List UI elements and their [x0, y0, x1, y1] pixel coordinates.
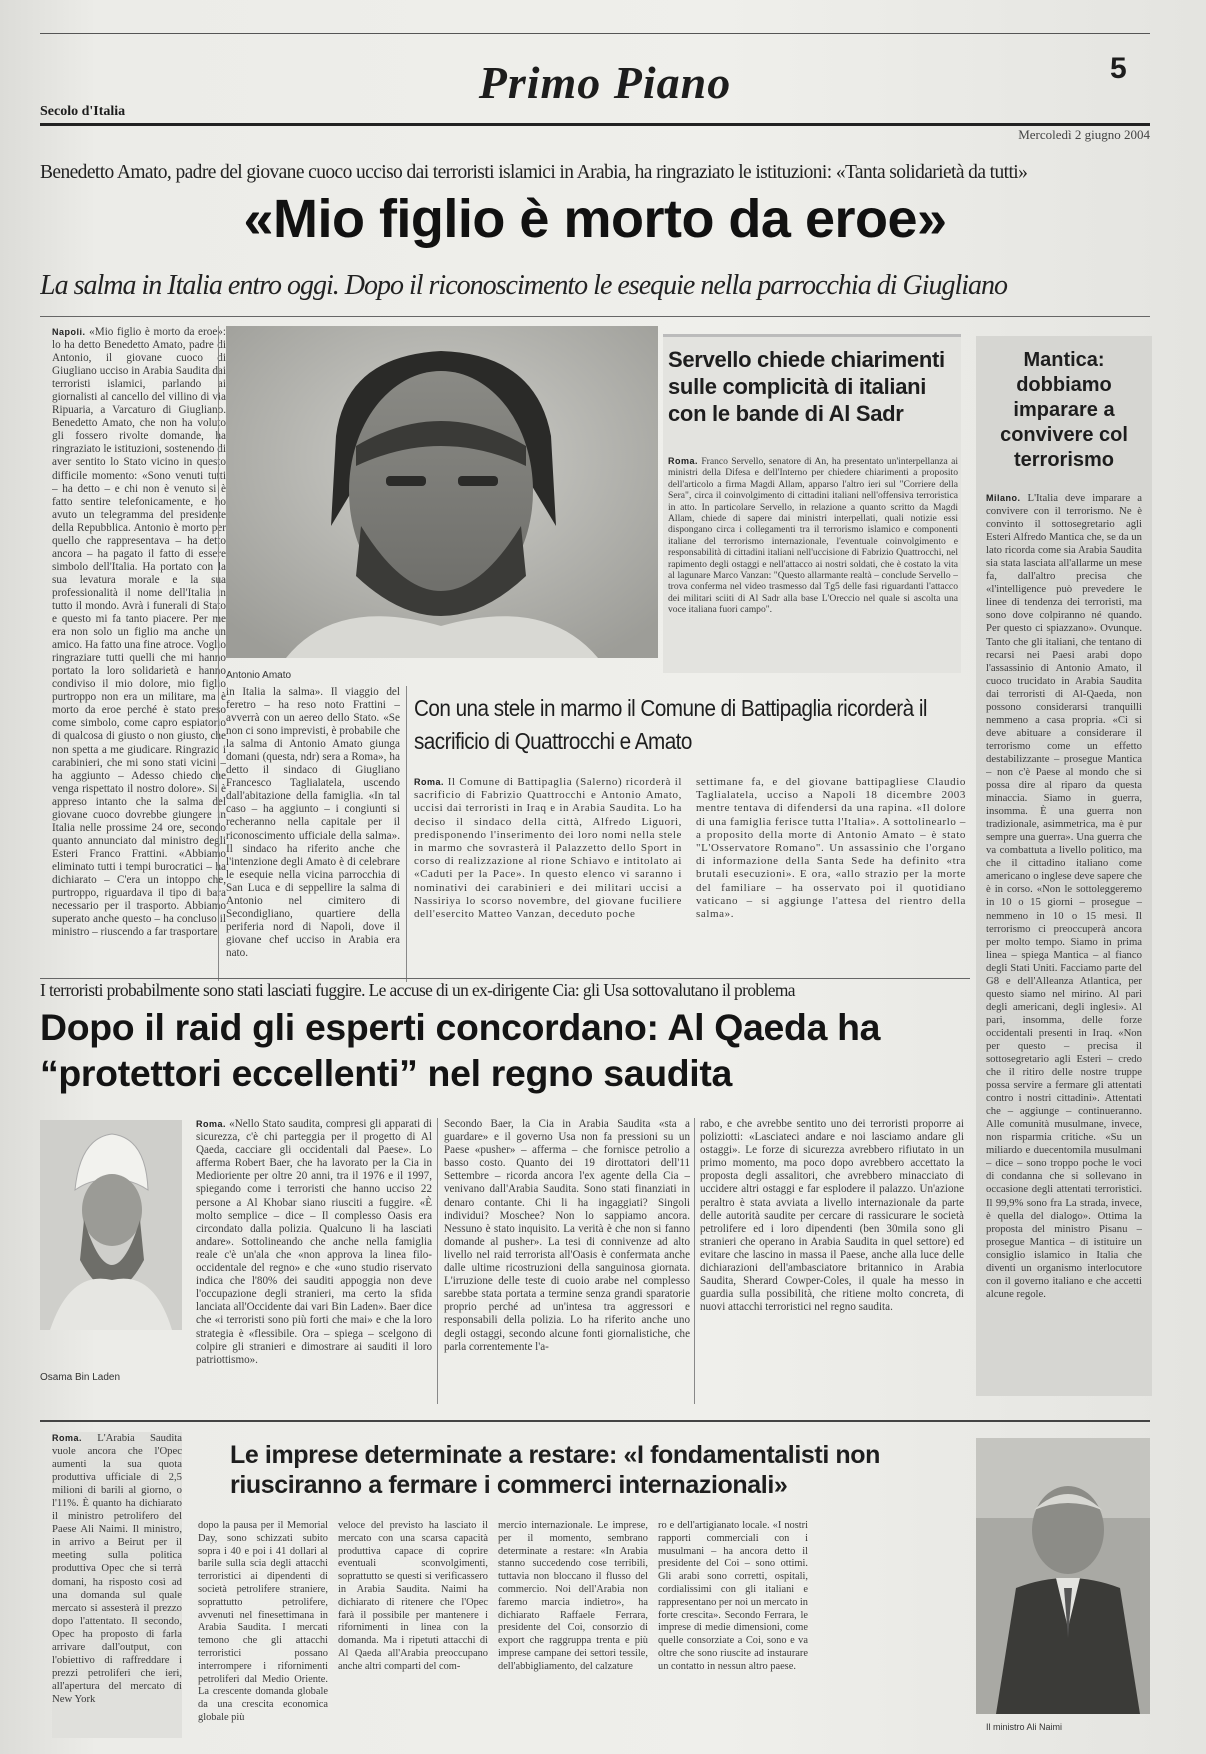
article-text: dopo la pausa per il Memorial Day, sono schizzati subito sopra i 40 e poi i 41 dollari al barile sulla scia degli attacchi terroristici ai dipendenti di società petrolifere straniere, soprattutto petrolifere, avvenuti nel finesettimana in Arabia Saudita. I mercati temono che gli attacchi terroristici possano interrompere i rifornimenti petroliferi dal Medio Oriente. La crescente domanda globale da una crescita economica globale più	[198, 1520, 328, 1723]
article-text: Il Comune di Battipaglia (Salerno) ricorderà il sacrificio di Fabrizio Quattrocchi e Antonio Amato, uccisi dai terroristi in Iraq e in Arabia Saudita. Lo ha deciso il sindaco della città, Alfredo Liguori, predisponendo l'inserimento dei loro nomi nella stele in marmo che sovrasterà il Palazzetto dello Sport in corso di realizzazione al rione Schiavo e intitolato ai «Caduti per la Pace». In questo elenco vi saranno i nominativi dei carabinieri e dei militari uccisi a Nassiriya lo scorso novembre, del giovane fuciliere dell'esercito Matteo Vanzan, deceduto poche	[414, 776, 682, 921]
top-rule	[40, 33, 1150, 34]
naimi-photo	[976, 1438, 1150, 1714]
servello-text	[668, 456, 958, 662]
dateline: Roma.	[52, 1433, 83, 1443]
masthead-rule	[40, 123, 1150, 126]
portrait-caption: Antonio Amato	[226, 670, 292, 681]
main-column-1	[52, 326, 226, 982]
servello-headline: Servello chiede chiarimenti sulle complicità di italiani con le bande di Al Sadr	[668, 347, 945, 426]
column-divider	[406, 686, 407, 982]
article-text: L'Italia deve imparare a convivere con il terrorismo. Ne è convinto il sottosegretario agli Esteri Alfredo Mantica che, se da un lato ricorda come sia Arabia Saudita sia stata lasciata all'allarme un mese fa, dall'altro precisa che «l'intelligence può prevedere le linee di tendenza dei terroristi, ma sono dove colpiranno né quando. Per questo ci spiazzano». Ovunque. Tanto che gli italiani, che tentano di recarsi nei Paesi arabi dopo l'assassinio di Antonio Amato, il cuoco trucidato in Arabia Saudita dai terroristi di Al-Qaeda, non possono considerarsi tranquilli nemmeno a casa propria. «Ci si deve abituare a considerare il terrorismo come un effetto destabilizzante – prosegue Mantica – non c'è Paese al mondo che si possa dire al riparo da questa minaccia. Siamo in guerra, insomma. È una guerra non tradizionale, asimmetrica, ma è pur sempre una guerra». Una guerra che va combattuta a livello politico, ma che il cittadino italiano come americano o inglese deve sapere che è in corso. «Non le sottoleggeremo in 10 o 15 giorni – prosegue – nemmeno in 10 o 15 mesi. Il terrorismo ci preoccuperà ancora per molto tempo. Siamo in prima linea – spiega Mantica – al fianco degli Stati Uniti. Facciamo parte del G8 e dell'Alleanza Atlantica, per questo siamo nel mirino. Al pari degli americani, degli inglesi». Al pari, insomma, delle forze occidentali presenti in Iraq. «Non per questo – precisa il sottosegretario agli Esteri – credo che il ritiro delle nostre truppe possa servire a fermare gli attentati contro i nostri cittadini». Attentati che – aggiunge – continueranno. Alle comunità musulmane, invece, non risparmia critiche. «Su un miliardo e duecentomila musulmani – dice – sono troppo poche le voci di condanna che si sollevano in occasione degli attentati terroristici. Il 99,9% sono fra La strada, invece, è quella del dialogo». Ottima la proposta del ministro Pisanu – prosegue Mantica – di istituire un consiglio islamico in Italia che diventi un organismo interlocutore con il governo italiano e che accetti alcune regole.	[986, 492, 1142, 1300]
dateline: Roma.	[196, 1119, 227, 1129]
column-divider	[694, 1118, 695, 1404]
main-headline: «Mio figlio è morto da eroe»	[243, 189, 947, 249]
article-text: rabo, e che avrebbe sentito uno dei terroristi proporre ai poliziotti: «Lasciateci andare e noi lasciamo andare gli ostaggi». Le forze di sicurezza avrebbero rifiutato in un primo momento, ma poco dopo avrebbero accettato la proposta degli assalitori, che avrebbero minacciato di uccidere altri ostaggi e far esplodere il palazzo. Un'azione peraltro è stata avviata a livello internazionale da parte delle autorità saudite per cercare di rassicurare le società petrolifere ed i loro dipendenti (ben 30mila sono gli stranieri che operano in Arabia Saudita in quel settore) ed evitare che lascino in massa il Paese, anche alla luce delle dichiarazioni dell'ambasciatore britannico in Arabia Saudita, Sherard Cowper-Coles, il quale ha messo in guardia sulla possibilità, che ritiene molto concreta, di nuovi attacchi terroristici nel regno saudita.	[700, 1118, 964, 1314]
dateline: Roma.	[668, 456, 699, 466]
main-kicker: Benedetto Amato, padre del giovane cuoco ucciso dai terroristi islamici in Arabia, ha ringraziato le istituzioni: «Tanta solidarietà da tutti»	[40, 162, 1028, 183]
article-text: «Mio figlio è morto da eroe»: lo ha detto Benedetto Amato, padre di Antonio, il giovane cuoco di Giugliano ucciso in Arabia Saudita dai terroristi islamici, parlando ai giornalisti al cancello del villino di via Ripuaria, a Varcaturo di Giugliano. Benedetto Amato, che non ha voluto gli fossero rivolte domande, ha ringraziato le istituzioni, sostenendo di aver sentito lo Stato vicino in questo difficile momento: «Sono venuti tutti – ha detto – e chi non è venuto si è fatto sentire telefonicamente, e ho avuto un telegramma del presidente della Repubblica. Antonio è morto per quello che rappresentava – ha detto ancora – ha pagato il fatto di essere simbolo dell'Italia. Ha portato con la sua levatura morale e la sua professionalità il nome dell'Italia in tutto il mondo. Avrà i funerali di Stato e questo mi fa tanto piacere. Per me era non solo un figlio ma anche un amico. Ha fatto una fine atroce. Voglio ringraziare tutti quelli che mi hanno portato la loro solidarietà e hanno condiviso il mio dolore, mio figlio purtroppo non era un militare, ma è morto da eroe perché è stato preso come simbolo, come capro espiatorio di qualcosa di giusto o non giusto, che non spetta a me giudicare. Ringrazio i carabinieri, che mi sono stati vicini – ha aggiunto – Adesso chiedo che venga rispettato il nostro dolore». Si è appreso intanto che la salma del giovane cuoco dovrebbe giungere in Italia nelle prossime 24 ore, secondo quanto annunciato dal ministro degli Esteri Franco Frattini. «Abbiamo eliminato tutti i tempi burocratici – ha dichiarato – C'era un intoppo che, purtroppo, riguardava il tipo di bara necessario per il trasporto. Abbiamo superato anche questo – ha concluso il ministro – riuscendo a far trasportare	[52, 326, 226, 939]
issue-date: Mercoledì 2 giugno 2004	[1018, 127, 1150, 142]
article-text: «Nello Stato saudita, compresi gli apparati di sicurezza, c'è chi parteggia per il progetto di Al Qaeda, cacciare gli occidentali dal Paese». Lo afferma Robert Baer, che ha lavorato per la Cia in Medioriente per oltre 20 anni, tra il 1976 e il 1997, spiegando come i terroristi che hanno ucciso 22 persone a Al Khobar siano riusciti a fuggire. «È molto semplice – dice – Il complesso Oasis era circondato dalla polizia. Qualcuno li ha lasciati andare». Sottolineando che anche nella famiglia reale c'è un'ala che «non approva la linea filo-occidentale del regno» e che «uno studio riservato indica che l'80% dei sauditi appoggia non deve l'occupazione degli stranieri, ma certo la sfida lanciata all'Occidente dai vari Bin Laden». Baer dice che «i terroristi sono più forti che mai» e che la loro strategia è «flessibile. Ora – spiega – scelgono di colpire gli stranieri e dimostrare ai sauditi il loro patriottismo».	[196, 1118, 432, 1366]
antonio-amato-portrait	[226, 326, 658, 658]
column-divider	[218, 326, 219, 981]
imprese-column-3	[498, 1520, 648, 1738]
imprese-column-1	[198, 1520, 328, 1738]
article-text: Secondo Baer, la Cia in Arabia Saudita «sta a guardare» e il governo Usa non fa pressioni su un Paese «pusher» – afferma – che fornisce petrolio a basso costo. Quanto dei 19 dirottatori dell'11 Settembre – ricorda ancora l'ex agente della Cia – venivano dall'Arabia Saudita. Sono stati finanziati in denaro contante. Chi li ha ingaggiati? Singoli individui? Moschee? Non lo sappiamo ancora. Nessuno è stato inquisito. La verità è che non si fanno domande al pusher». La tesi di connivenze ad alto livello nel raid terrorista all'Oasis è confermata anche dalle ultime ricostruzioni della sanguinosa giornata. L'irruzione delle teste di cuoio arabe nel complesso sarebbe stata portata a termine senza grandi sparatorie proprio perché ad un'intesa tra aggressori e responsabili della polizia. Lo ha riferito anche uno degli ostaggi, secondo alcune fonti giornalistiche, che parla correntemente l'a-	[444, 1118, 690, 1353]
raid-column-3	[700, 1118, 964, 1404]
main-subhead: La salma in Italia entro oggi. Dopo il riconoscimento le esequie nella parrocchia di Giugliano	[40, 270, 1008, 301]
raid-headline: Dopo il raid gli esperti concordano: Al Qaeda ha “protettori eccellenti” nel regno saudita	[40, 1006, 881, 1094]
bin-laden-caption: Osama Bin Laden	[40, 1372, 121, 1383]
article-text: mercio internazionale. Le imprese, per il momento, sembrano determinate a restare: «In Arabia stanno succedendo cose terribili, tuttavia non bloccano il flusso del commercio. Noi dell'Arabia non faremo marcia indietro», ha dichiarato Raffaele Ferrara, presidente del Coi, consorzio di export che raggruppa trenta e più imprese campane dei settori tessile, dell'abbigliamento, del calzature	[498, 1520, 648, 1672]
imprese-column-0	[52, 1432, 182, 1738]
imprese-column-2	[338, 1520, 488, 1738]
mantica-text	[986, 492, 1142, 1384]
article-text: settimane fa, e del giovane battipagliese Claudio Taglialatela, ucciso a Napoli 18 dicembre 2003 mentre tentava di difendersi da una rapina. «Il dolore di una famiglia ferisce tutta l'Italia». A sottolinearlo – a proposito della morte di Antonio Amato – è stato "L'Osservatore Romano". Un assassinio che l'organo di informazione della Santa Sede ha definito «tra brutali esecuzioni». E ora, «allo strazio per la morte del familiare – ha osservato poi il quotidiano vaticano – si aggiunge l'attesa del rientro della salma».	[696, 776, 966, 921]
bottom-rule	[40, 1420, 1150, 1422]
article-text: in Italia la salma». Il viaggio del feretro – ha reso noto Frattini – avverrà con un aereo dello Stato. «Se non ci sono imprevisti, è probabile che la salma di Antonio Amato giunga domani (questa, ndr) sera a Roma», ha detto il sindaco di Giugliano Francesco Taglialatela, uscendo dall'abitazione della famiglia. «In tal caso – ha aggiunto – i congiunti si recheranno nella capitale per il riconoscimento ufficiale della salma». Il sindaco ha riferito anche che l'intenzione degli Amato è di celebrare le esequie nella vicina parrocchia di San Luca e di seppellire la salma di Antonio nel cimitero di Secondigliano, quartiere della periferia nord di Napoli, dove il giovane chef ucciso in Arabia era nato.	[226, 686, 400, 959]
dateline: Napoli.	[52, 327, 86, 337]
page-number: 5	[1110, 52, 1127, 85]
paper-name: Secolo d'Italia	[40, 104, 126, 119]
bin-laden-photo	[40, 1120, 182, 1330]
raid-column-1	[196, 1118, 432, 1404]
osama-bin-laden-portrait	[40, 1120, 182, 1330]
raid-rule	[40, 978, 970, 979]
article-text: Franco Servello, senatore di An, ha presentato un'interpellanza ai ministri della Difesa e dell'Interno per chiedere chiarimenti a proposito dell'articolo a firma Magdi Allam, apparso l'altro ieri sul "Corriere della Sera", circa il coinvolgimento di cittadini italiani nell'offensiva terroristica in atto. In particolare Servello, in relazione a quanto scritto da Magdi Allam, chiede di sapere dai ministri interpellati, quali notizie essi dispongano circa i collegamenti tra il terrorismo islamico e componenti italiane del terrorismo internazionale, l'eventuale coinvolgimento e responsabilità di cittadini italiani nell'uccisione di Fabrizio Quattrocchi, nel rapimento degli ostaggi e nell'attacco ai nostri soldati, che è costato la vita al lagunare Marco Vanzan: "Questo allarmante realtà – conclude Servello – trova conferma nel video trasmesso dal Tg5 delle fasi riguardanti l'attacco dei militari sciiti di Al Sadr alla base L'Oreccio nel quale si ascolta una voce italiana fuori campo".	[668, 456, 958, 616]
mantica-headline: Mantica: dobbiamo imparare a convivere col terrorismo	[1000, 349, 1128, 471]
battipaglia-column-1	[414, 776, 682, 974]
article-text: L'Arabia Saudita vuole ancora che l'Opec aumenti la sua quota produttiva ufficiale di 2,5 milioni di barili al giorno, o l'11%. È quanto ha dichiarato il ministro petrolifero del Paese Ali Naimi. Il ministro, in arrivo a Beirut per il meeting sulla politica produttiva Opec che si terrà domani, ha risposto così ad una domanda sul quale mercato si assesterà il prezzo dopo l'attentato. Il secondo, Opec ha proposto di farla arrivare dall'output, con l'obiettivo di raffreddare i prezzi petroliferi che ieri, all'apertura del mercato di New York	[52, 1432, 182, 1705]
article-text: veloce del previsto ha lasciato il mercato con una scarsa capacità produttiva capace di coprire eventuali sconvolgimenti, soprattutto se questi si verificassero in Arabia Saudita. Naimi ha dichiarato di ritenere che l'Opec farà il possibile per mantenere i rifornimenti in linea con la domanda. Ma i ripetuti attacchi di Al Qaeda all'Arabia preoccupano anche altri comparti del com-	[338, 1520, 488, 1672]
imprese-headline: Le imprese determinate a restare: «I fondamentalisti non riusciranno a fermare i commerci internazionali»	[230, 1441, 881, 1499]
article-text: ro e dell'artigianato locale. «I nostri rapporti commerciali con i musulmani – ha ancora detto il presidente del Coi – sono ottimi. Gli arabi sono corretti, ospitali, cordialissimi con gli italiani e rappresentano per noi un mercato in forte crescita». Secondo Ferrara, le imprese di medie dimensioni, come quelle consorziate a Coi, sono e va oltre che sono riuscite ad instaurare un contatto in nessun altro paese.	[658, 1520, 808, 1672]
raid-kicker: I terroristi probabilmente sono stati lasciati fuggire. Le accuse di un ex-dirigente Cia: gli Usa sottovalutano il problema	[40, 980, 795, 1000]
imprese-column-4	[658, 1520, 808, 1738]
dateline: Roma.	[414, 777, 445, 787]
dateline: Milano.	[986, 493, 1021, 503]
battipaglia-column-2	[696, 776, 966, 974]
battipaglia-headline: Con una stele in marmo il Comune di Battipaglia ricorderà il sacrificio di Quattrocchi e Amato	[414, 695, 927, 754]
raid-column-2	[444, 1118, 690, 1404]
column-divider	[437, 1118, 438, 1404]
naimi-caption: Il ministro Ali Naimi	[986, 1722, 1063, 1732]
ali-naimi-portrait	[976, 1438, 1150, 1714]
main-rule	[40, 316, 1150, 317]
section-title: Primo Piano	[478, 57, 732, 108]
main-column-2	[226, 686, 400, 982]
portrait-photo	[226, 326, 658, 658]
